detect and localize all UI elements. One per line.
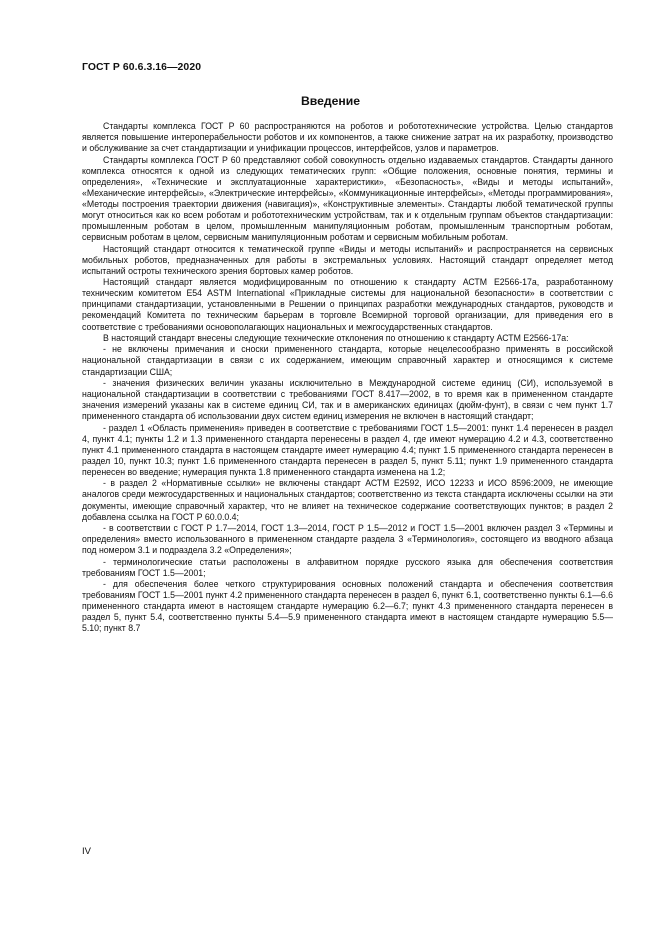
- list-item: - значения физических величин указаны исключительно в Международной системе единиц (СИ), используемой в национальной стандартизации в соответствии с требованиями ГОСТ 8.417—2002, в то время как в примененном стандарте значения измерений указаны как в системе единиц СИ, так и в американских единицах (дюйм-фунт), в связи с чем пункт 1.7 примененного стандарта об использовании двух систем единиц измерения не включен в настоящий стандарт;: [82, 377, 613, 422]
- paragraph: Настоящий стандарт является модифицированным по отношению к стандарту АСТМ Е2566-17а, разработанному техническим комитетом Е54 ASTM International «Прикладные системы для национальной безопасности» в соответствии с принципами стандартизации, установленными в Решении о принципах разработки международных стандартов, руководств и рекомендаций Комитета по техническим барьерам в торговле Всемирной торговой организации, для приведения его в соответствие с требованиями основополагающих национальных и межгосударственных стандартов.: [82, 277, 613, 332]
- introduction-body: [82, 121, 613, 635]
- paragraph: Настоящий стандарт относится к тематической группе «Виды и методы испытаний» и распространяется на сервисных мобильных роботов, предназначенных для работы в экстремальных условиях. Настоящий стандарт определяет метод испытаний остроты технического зрения бортовых камер роботов.: [82, 243, 613, 276]
- page-number: IV: [82, 846, 91, 857]
- section-title: Введение: [300, 94, 361, 108]
- list-item: - раздел 1 «Область применения» приведен в соответствие с требованиями ГОСТ 1.5—2001: пункт 1.4 перенесен в раздел 4, пункт 4.1; пункты 1.2 и 1.3 примененного стандарта перенесены в раздел 4, где имеют нумерацию 4.2 и 4.3, соответственно пункт 4.1 примененного стандарта в настоящем стандарте имеет нумерацию 4.4; пункт 1.5 примененного стандарта перенесен в раздел 10, пункт 10.3; пункт 1.6 примененного стандарта перенесен в раздел 5, пункт 5.11; пункт 1.9 примененного стандарта перенесен во введение; нумерация пункта 1.8 примененного стандарта изменена на 1.2;: [82, 422, 613, 477]
- paragraph: В настоящий стандарт внесены следующие технические отклонения по отношению к стандарту АСТМ Е2566-17а:: [103, 332, 569, 343]
- list-item: - терминологические статьи расположены в алфавитном порядке русского языка для обеспечения соответствия требованиям ГОСТ 1.5—2001;: [82, 556, 613, 578]
- list-item: - для обеспечения более четкого структурирования основных положений стандарта и обеспечения соответствия требованиям ГОСТ 1.5—2001 пункт 4.2 примененного стандарта перенесен в раздел 6, пункт 6.1, соответственно пункты 6.1—6.6 примененного стандарта имеют в настоящем стандарте нумерацию 6.2—6.7; пункт 4.3 примененного стандарта перенесен в раздел 5, пункт 5.4, соответственно пункты 5.4—5.9 примененного стандарта имеют в настоящем стандарте нумерацию 5.5—5.10; пункт 8.7: [82, 579, 613, 634]
- list-item: - в соответствии с ГОСТ Р 1.7—2014, ГОСТ 1.3—2014, ГОСТ Р 1.5—2012 и ГОСТ 1.5—2001 включен раздел 3 «Термины и определения» вместо использованного в примененном стандарте раздела 3 «Терминология», состоящего из вводного абзаца под номером 3.1 и подраздела 3.2 «Определения»;: [82, 523, 613, 556]
- document-code-header: ГОСТ Р 60.6.3.16—2020: [82, 62, 202, 73]
- list-item: - в раздел 2 «Нормативные ссылки» не включены стандарт АСТМ Е2592, ИСО 12233 и ИСО 8596:2009, не имеющие аналогов среди межгосударственных и национальных стандартов; соответственно из текста стандарта исключены ссылки на эти документы, имеющие справочный характер, что не влияет на техническое содержание соответствующих пунктов; в раздел 2 добавлена ссылка на ГОСТ Р 60.0.0.4;: [82, 478, 613, 522]
- paragraph: Стандарты комплекса ГОСТ Р 60 распространяются на роботов и робототехнические устройства. Целью стандартов является повышение интероперабельности роботов и их компонентов, а также снижение затрат на их разработку, производство и обслуживание за счет стандартизации и унификации процессов, интерфейсов, узлов и параметров.: [82, 121, 613, 154]
- paragraph: Стандарты комплекса ГОСТ Р 60 представляют собой совокупность отдельно издаваемых стандартов. Стандарты данного комплекса относятся к одной из следующих тематических групп: «Общие положения, основные понятия, термины и определения», «Технические и эксплуатационные характеристики», «Безопасность», «Виды и методы испытаний», «Механические интерфейсы», «Электрические интерфейсы», «Коммуникационные интерфейсы», «Методы программирования», «Методы построения траектории движения (навигация)», «Конструктивные элементы». Стандарты любой тематической группы могут относиться как ко всем роботам и робототехническим устройствам, так и к отдельным группам объектов стандартизации: промышленным роботам в целом, промышленным манипуляционным роботам, промышленным транспортным роботам, сервисным роботам в целом, сервисным манипуляционным роботам и сервисным мобильным роботам.: [82, 154, 613, 243]
- list-item: - не включены примечания и сноски примененного стандарта, которые нецелесообразно применять в российской национальной стандартизации в связи с их содержанием, имеющим справочный характер и относящимся к системе стандартизации США;: [82, 344, 613, 377]
